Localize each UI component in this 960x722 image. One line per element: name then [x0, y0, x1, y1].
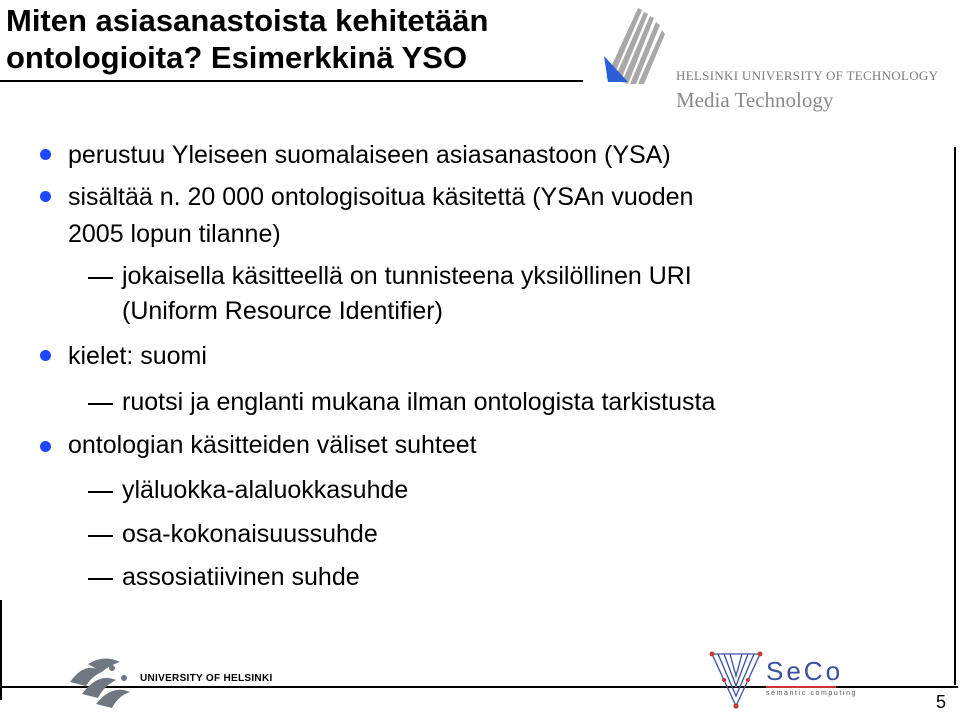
- dash-icon: [88, 578, 113, 580]
- sub-bullet-text: osa-kokonaisuussuhde: [122, 520, 378, 548]
- bullet-icon: [40, 191, 51, 202]
- university-of-helsinki-logo-icon: [68, 654, 136, 708]
- bullet-icon: [40, 441, 51, 452]
- slide-title: Miten asiasanastoista kehitetään ontologioita? Esimerkkinä YSO: [6, 3, 489, 75]
- sub-bullet-text-continuation: (Uniform Resource Identifier): [122, 297, 443, 325]
- page-number: 5: [936, 692, 947, 712]
- bullet-icon: [40, 149, 51, 160]
- seco-logo-icon: [708, 650, 764, 710]
- bullet-text: kielet: suomi: [68, 342, 207, 370]
- dash-icon: [88, 535, 113, 537]
- seco-underline: [766, 686, 836, 688]
- sub-bullet-text: jokaisella käsitteellä on tunnisteena yksilöllinen URI: [122, 262, 692, 290]
- bullet-text: sisältää n. 20 000 ontologisoitua käsitettä (YSAn vuoden: [68, 183, 694, 211]
- seco-tagline-text: semantic computing: [766, 690, 858, 697]
- seco-name-text: SeCo: [766, 656, 844, 686]
- frame-right-border: [954, 147, 956, 685]
- bullet-text-continuation: 2005 lopun tilanne): [68, 220, 281, 248]
- bullet-text: ontologian käsitteiden väliset suhteet: [68, 431, 477, 459]
- university-of-helsinki-label: UNIVERSITY OF HELSINKI: [140, 673, 273, 684]
- sub-bullet-text: yläluokka-alaluokkasuhde: [122, 476, 409, 504]
- title-divider: [0, 80, 583, 82]
- dash-icon: [88, 491, 113, 493]
- bullet-icon: [40, 350, 51, 361]
- sub-bullet-text: assosiatiivinen suhde: [122, 563, 360, 591]
- hut-department-text: Media Technology: [676, 88, 834, 112]
- hut-logo-icon: [598, 0, 678, 84]
- hut-name-text: HELSINKI UNIVERSITY OF TECHNOLOGY: [676, 68, 939, 83]
- frame-left-border: [0, 600, 2, 700]
- bullet-text: perustuu Yleiseen suomalaiseen asiasanastoon (YSA): [68, 141, 671, 169]
- dash-icon: [88, 403, 113, 405]
- sub-bullet-text: ruotsi ja englanti mukana ilman ontologista tarkistusta: [122, 388, 716, 416]
- dash-icon: [88, 277, 113, 279]
